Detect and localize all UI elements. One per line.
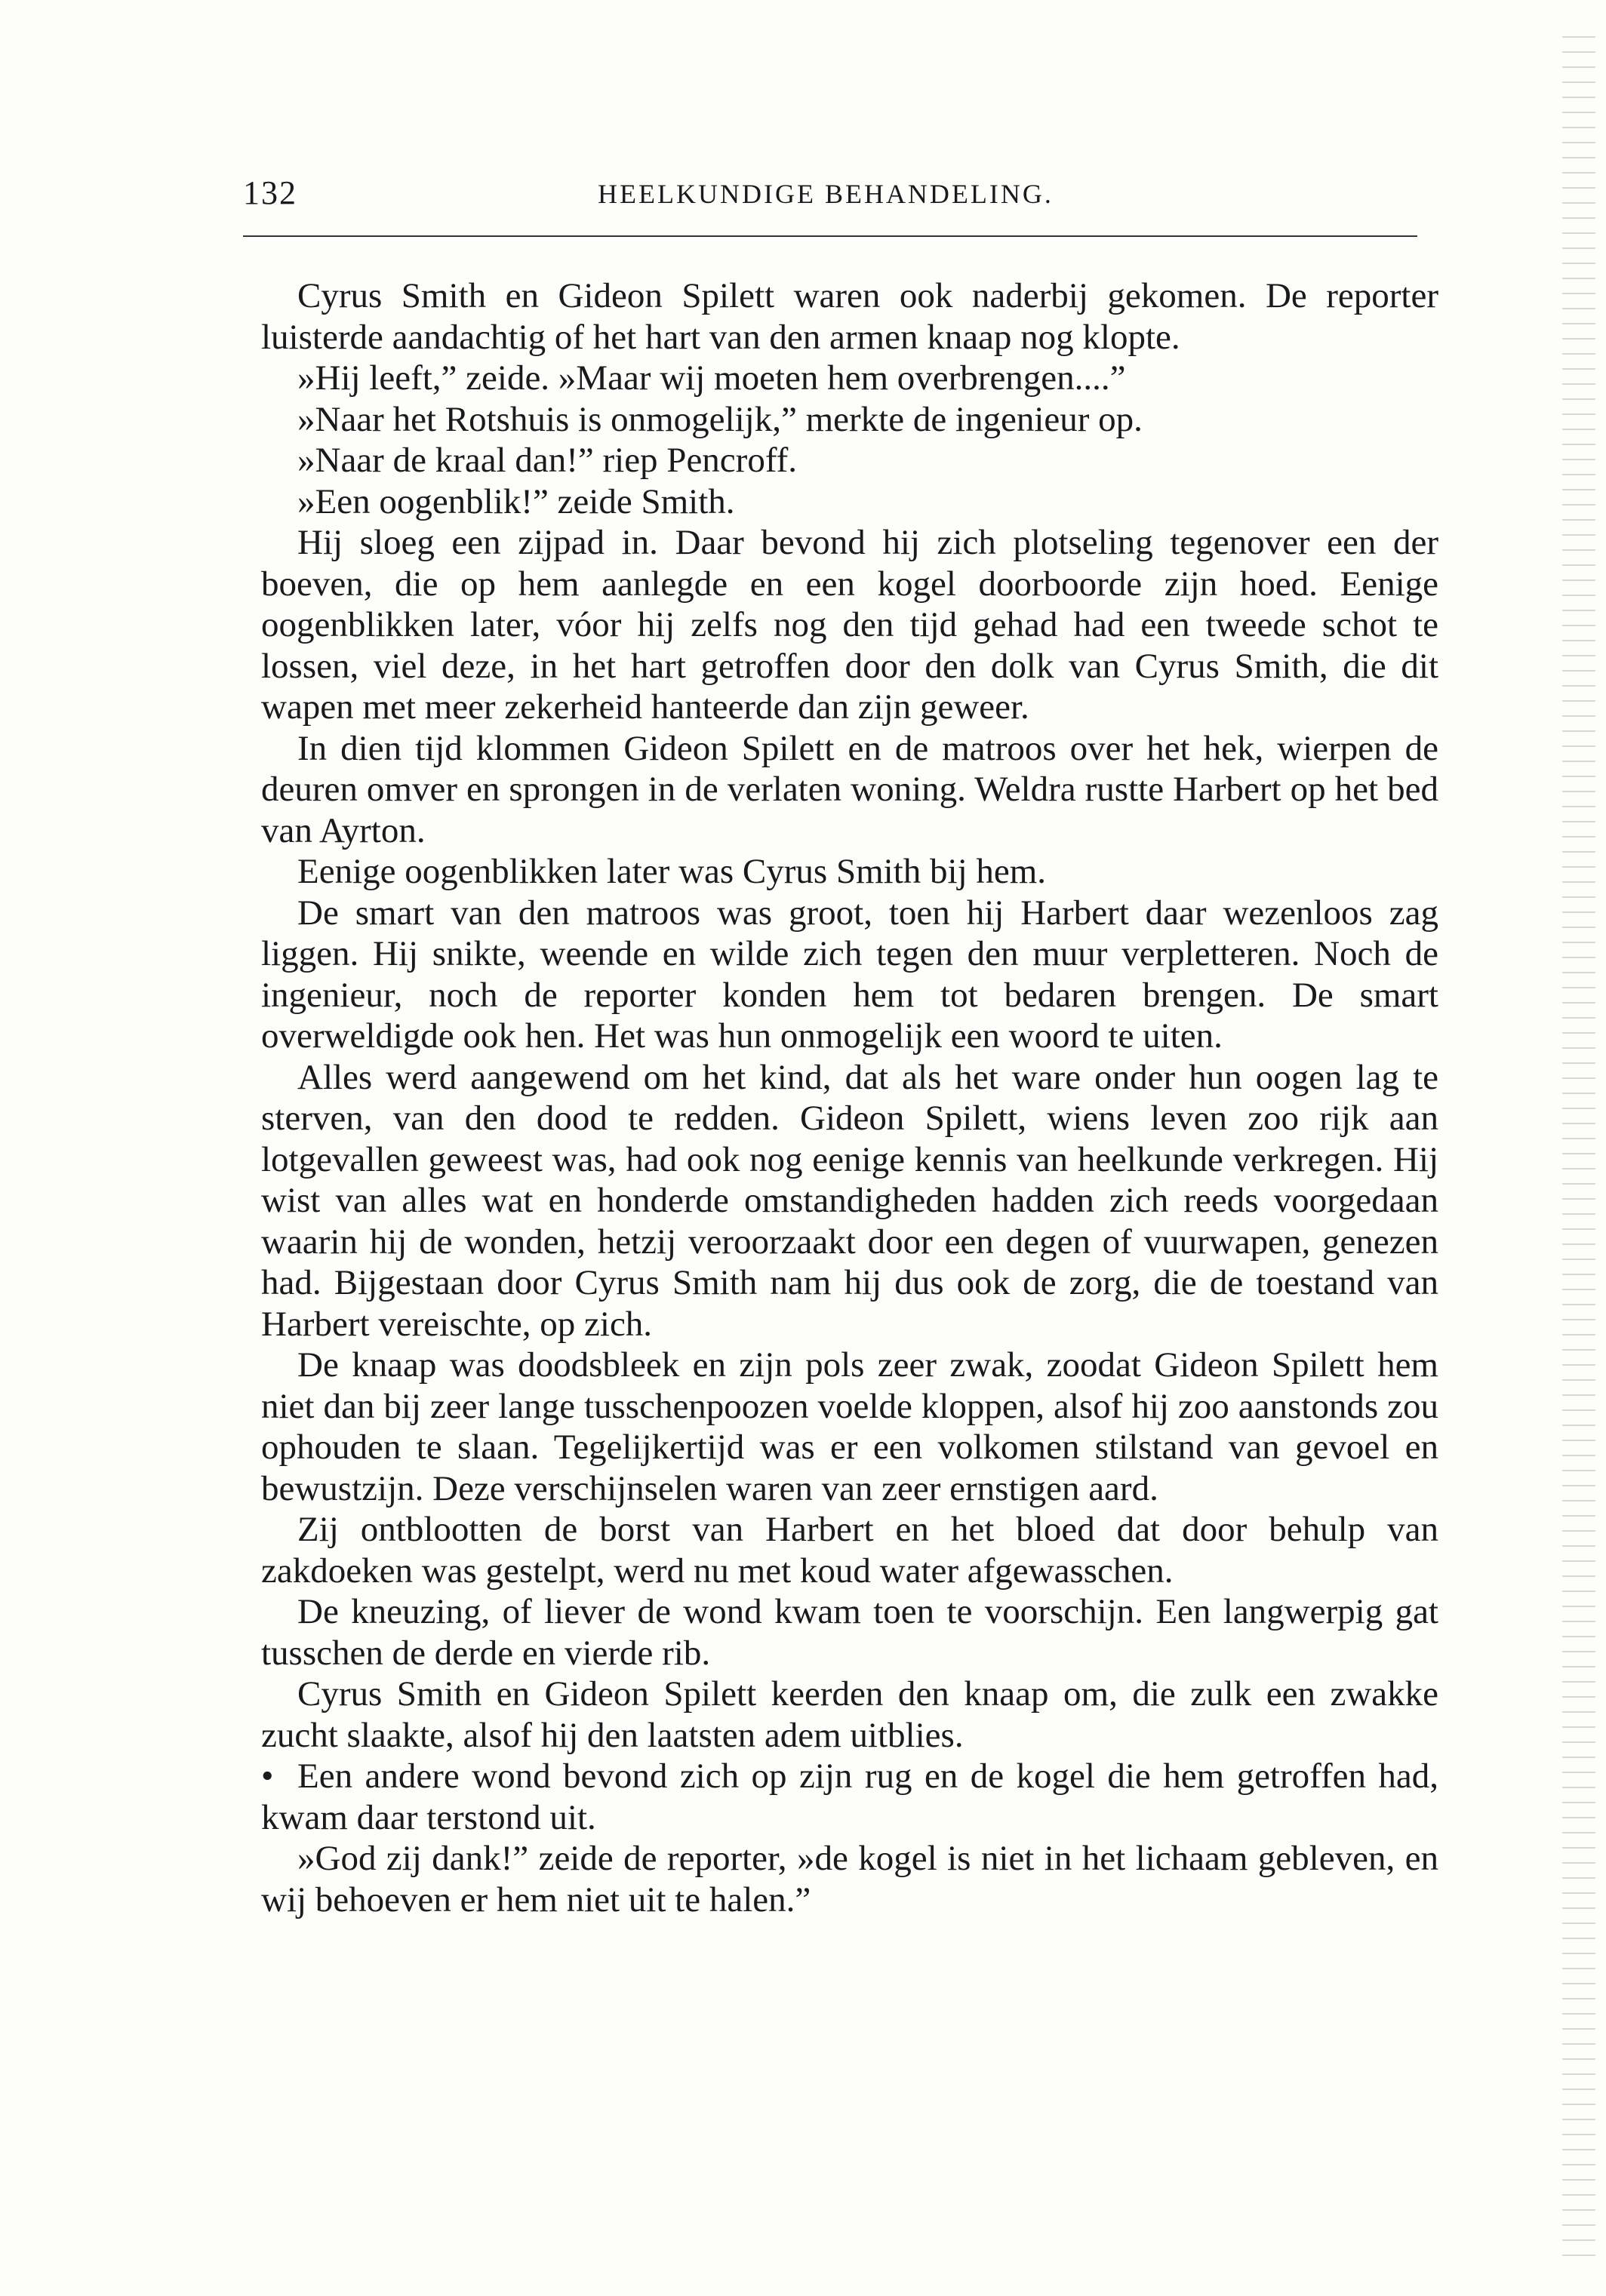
paragraph-with-bullet xyxy=(261,1756,1438,1838)
paragraph: »Een oogenblik!” zeide Smith. xyxy=(297,481,735,521)
paragraph: »God zij dank!” zeide de reporter, »de kogel is niet in het lichaam gebleven, en wij behoeven er hem niet uit te halen.” xyxy=(261,1839,1438,1919)
paragraph: De knaap was doodsbleek en zijn pols zeer zwak, zoodat Gideon Spilett hem niet dan bij zeer lange tusschenpoozen voelde kloppen, alsof hij zoo aanstonds zou ophouden te slaan. Tegelijkertijd was er een volkomen stilstand van gevoel en bewustzijn. Deze verschijnselen waren van zeer ernstigen aard. xyxy=(261,1345,1438,1508)
paragraph: Eenige oogenblikken later was Cyrus Smith bij hem. xyxy=(297,852,1047,891)
paragraph: De kneuzing, of liever de wond kwam toen te voorschijn. Een langwerpig gat tusschen de derde en vierde rib. xyxy=(261,1592,1438,1673)
page-header xyxy=(243,174,1417,226)
paragraph: De smart van den matroos was groot, toen hij Harbert daar wezenloos zag liggen. Hij snikte, weende en wilde zich tegen den muur verpletteren. Noch de ingenieur, noch de reporter konden hem tot bedaren brengen. De smart overweldigde ook hen. Het was hun onmogelijk een woord te uiten. xyxy=(261,893,1438,1056)
paragraph: Cyrus Smith en Gideon Spilett waren ook naderbij gekomen. De reporter luisterde aandachtig of het hart van den armen knaap nog klopte. xyxy=(261,276,1438,357)
bullet-mark: • xyxy=(261,1757,274,1796)
paragraph: In dien tijd klommen Gideon Spilett en de matroos over het hek, wierpen de deuren omver en sprongen in de verlaten woning. Weldra rustte Harbert op het bed van Ayrton. xyxy=(261,728,1438,850)
header-rule xyxy=(243,235,1417,237)
running-title: HEELKUNDIGE BEHANDELING. xyxy=(598,179,1054,209)
paragraph: Alles werd aangewend om het kind, dat als het ware onder hun oogen lag te sterven, van den dood te redden. Gideon Spilett, wiens leven zoo rijk aan lotgevallen geweest was, had ook nog eenige kennis van heelkunde verkregen. Hij wist van alles wat en honderde omstandigheden hadden zich reeds voorgedaan waarin hij de wonden, hetzij veroorzaakt door een degen of vuurwapen, genezen had. Bijgestaan door Cyrus Smith nam hij dus ook de zorg, die de toestand van Harbert vereischte, op zich. xyxy=(261,1057,1438,1344)
scan-edge-marks xyxy=(1562,23,1595,2256)
paragraph: Cyrus Smith en Gideon Spilett keerden den knaap om, die zulk een zwakke zucht slaakte, alsof hij den laatsten adem uitblies. xyxy=(261,1674,1438,1755)
paragraph: »Hij leeft,” zeide. »Maar wij moeten hem overbrengen....” xyxy=(297,358,1126,398)
body-text xyxy=(261,275,1438,1920)
paragraph-text: Een andere wond bevond zich op zijn rug en de kogel die hem getroffen had, kwam daar terstond uit. xyxy=(261,1757,1438,1837)
paragraph: Hij sloeg een zijpad in. Daar bevond hij zich plotseling tegenover een der boeven, die op hem aanlegde en een kogel doorboorde zijn hoed. Eenige oogenblikken later, vóor hij zelfs nog den tijd gehad had een tweede schot te lossen, viel deze, in het hart getroffen door den dolk van Cyrus Smith, die dit wapen met meer zekerheid hanteerde dan zijn geweer. xyxy=(261,523,1438,727)
paragraph: »Naar de kraal dan!” riep Pencroff. xyxy=(297,441,798,480)
paragraph: Zij ontblootten de borst van Harbert en het bloed dat door behulp van zakdoeken was gestelpt, werd nu met koud water afgewasschen. xyxy=(261,1510,1438,1591)
paragraph: »Naar het Rotshuis is onmogelijk,” merkte de ingenieur op. xyxy=(297,399,1143,439)
page-number: 132 xyxy=(243,174,297,211)
